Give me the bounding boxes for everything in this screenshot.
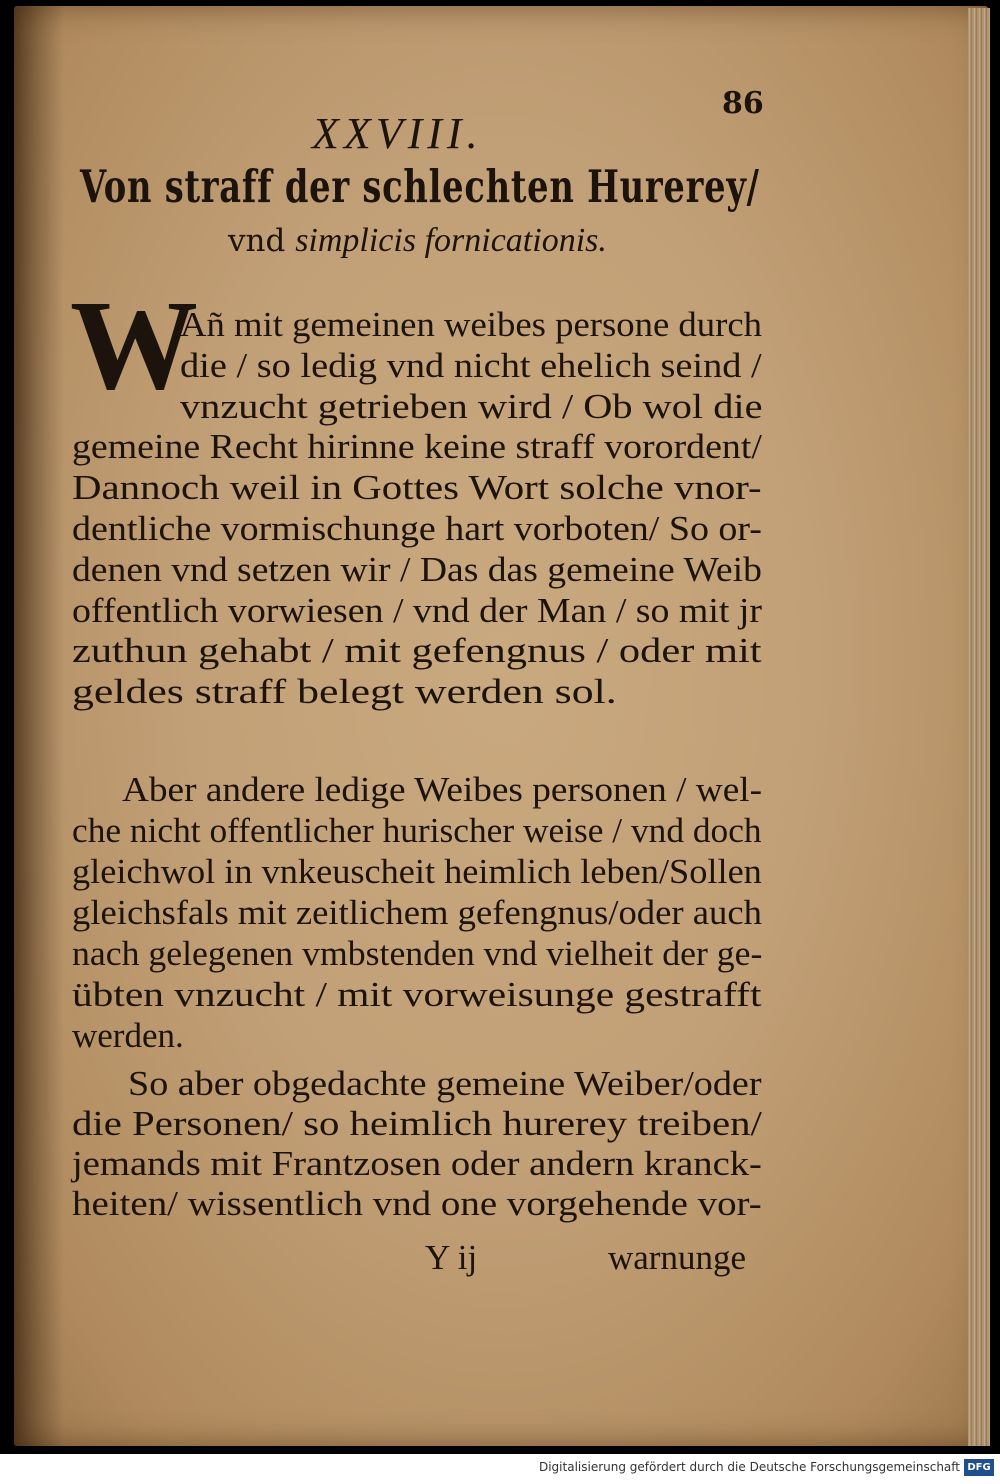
text-line: jemands mit Frantzosen oder andern kranck- [72,1144,762,1183]
text-line: Aber andere ledige Weibes personen / wel- [122,770,763,809]
page-fore-edge [968,8,990,1446]
text-line: gemeine Recht hirinne keine straff vorordent/ [72,427,762,467]
text-line: übten vnzucht / mit vorweisunge gestrafft [72,975,762,1014]
chapter-subheading [228,222,607,260]
folio-number: 86 [722,86,764,121]
text-line: denen vnd setzen wir / Das das gemeine Weib [72,549,762,589]
subheading-latin: simplicis fornicationis. [295,222,607,259]
text-line: vnzucht getrieben wird / Ob wol die [180,386,763,426]
signature-mark: Y ij [425,1238,478,1277]
text-line: offentlich vorwiesen / vnd der Man / so mit jr [72,590,762,630]
text-line: gleichsfals mit zeitlichem gefengnus/oder auch [72,893,762,932]
text-line: geldes straff belegt werden sol. [72,672,617,712]
page-gutter [14,6,64,1446]
text-line: zuthun gehabt / mit gefengnus / oder mit [72,631,762,671]
subheading-prefix: vnd [228,223,286,259]
chapter-number: XXVIII. [312,109,483,158]
text-line: gleichwol in vnkeuscheit heimlich leben/Sollen [72,852,762,891]
text-line: che nicht offentlicher hurischer weise / vnd doch [72,811,762,850]
text-line: So aber obgedachte gemeine Weiber/oder [128,1064,762,1103]
text-line: Añ mit gemeinen weibes persone durch [180,305,762,344]
text-line: werden. [72,1016,184,1055]
dfg-logo: DFG [964,1459,994,1476]
decorated-initial: W [70,274,198,416]
chapter-heading: Von straff der schlechten Hurerey/ [80,160,760,213]
text-line: nach gelegenen vmbstenden vnd vielheit der ge- [72,934,763,973]
text-line: dentliche vormischunge hart vorboten/ So or- [72,509,762,548]
funding-credit: Digitalisierung gefördert durch die Deutsche Forschungsgemeinschaft [538,1460,960,1474]
footer-bar [0,1454,1000,1484]
text-line: die / so ledig vnd nicht ehelich seind / [180,345,762,385]
text-line: heiten/ wissentlich vnd one vorgehende vor- [72,1184,762,1223]
catchword: warnunge [608,1238,747,1277]
text-line: die Personen/ so heimlich hurerey treiben/ [72,1104,762,1143]
text-line: Dannoch weil in Gottes Wort solche vnor- [72,468,762,508]
